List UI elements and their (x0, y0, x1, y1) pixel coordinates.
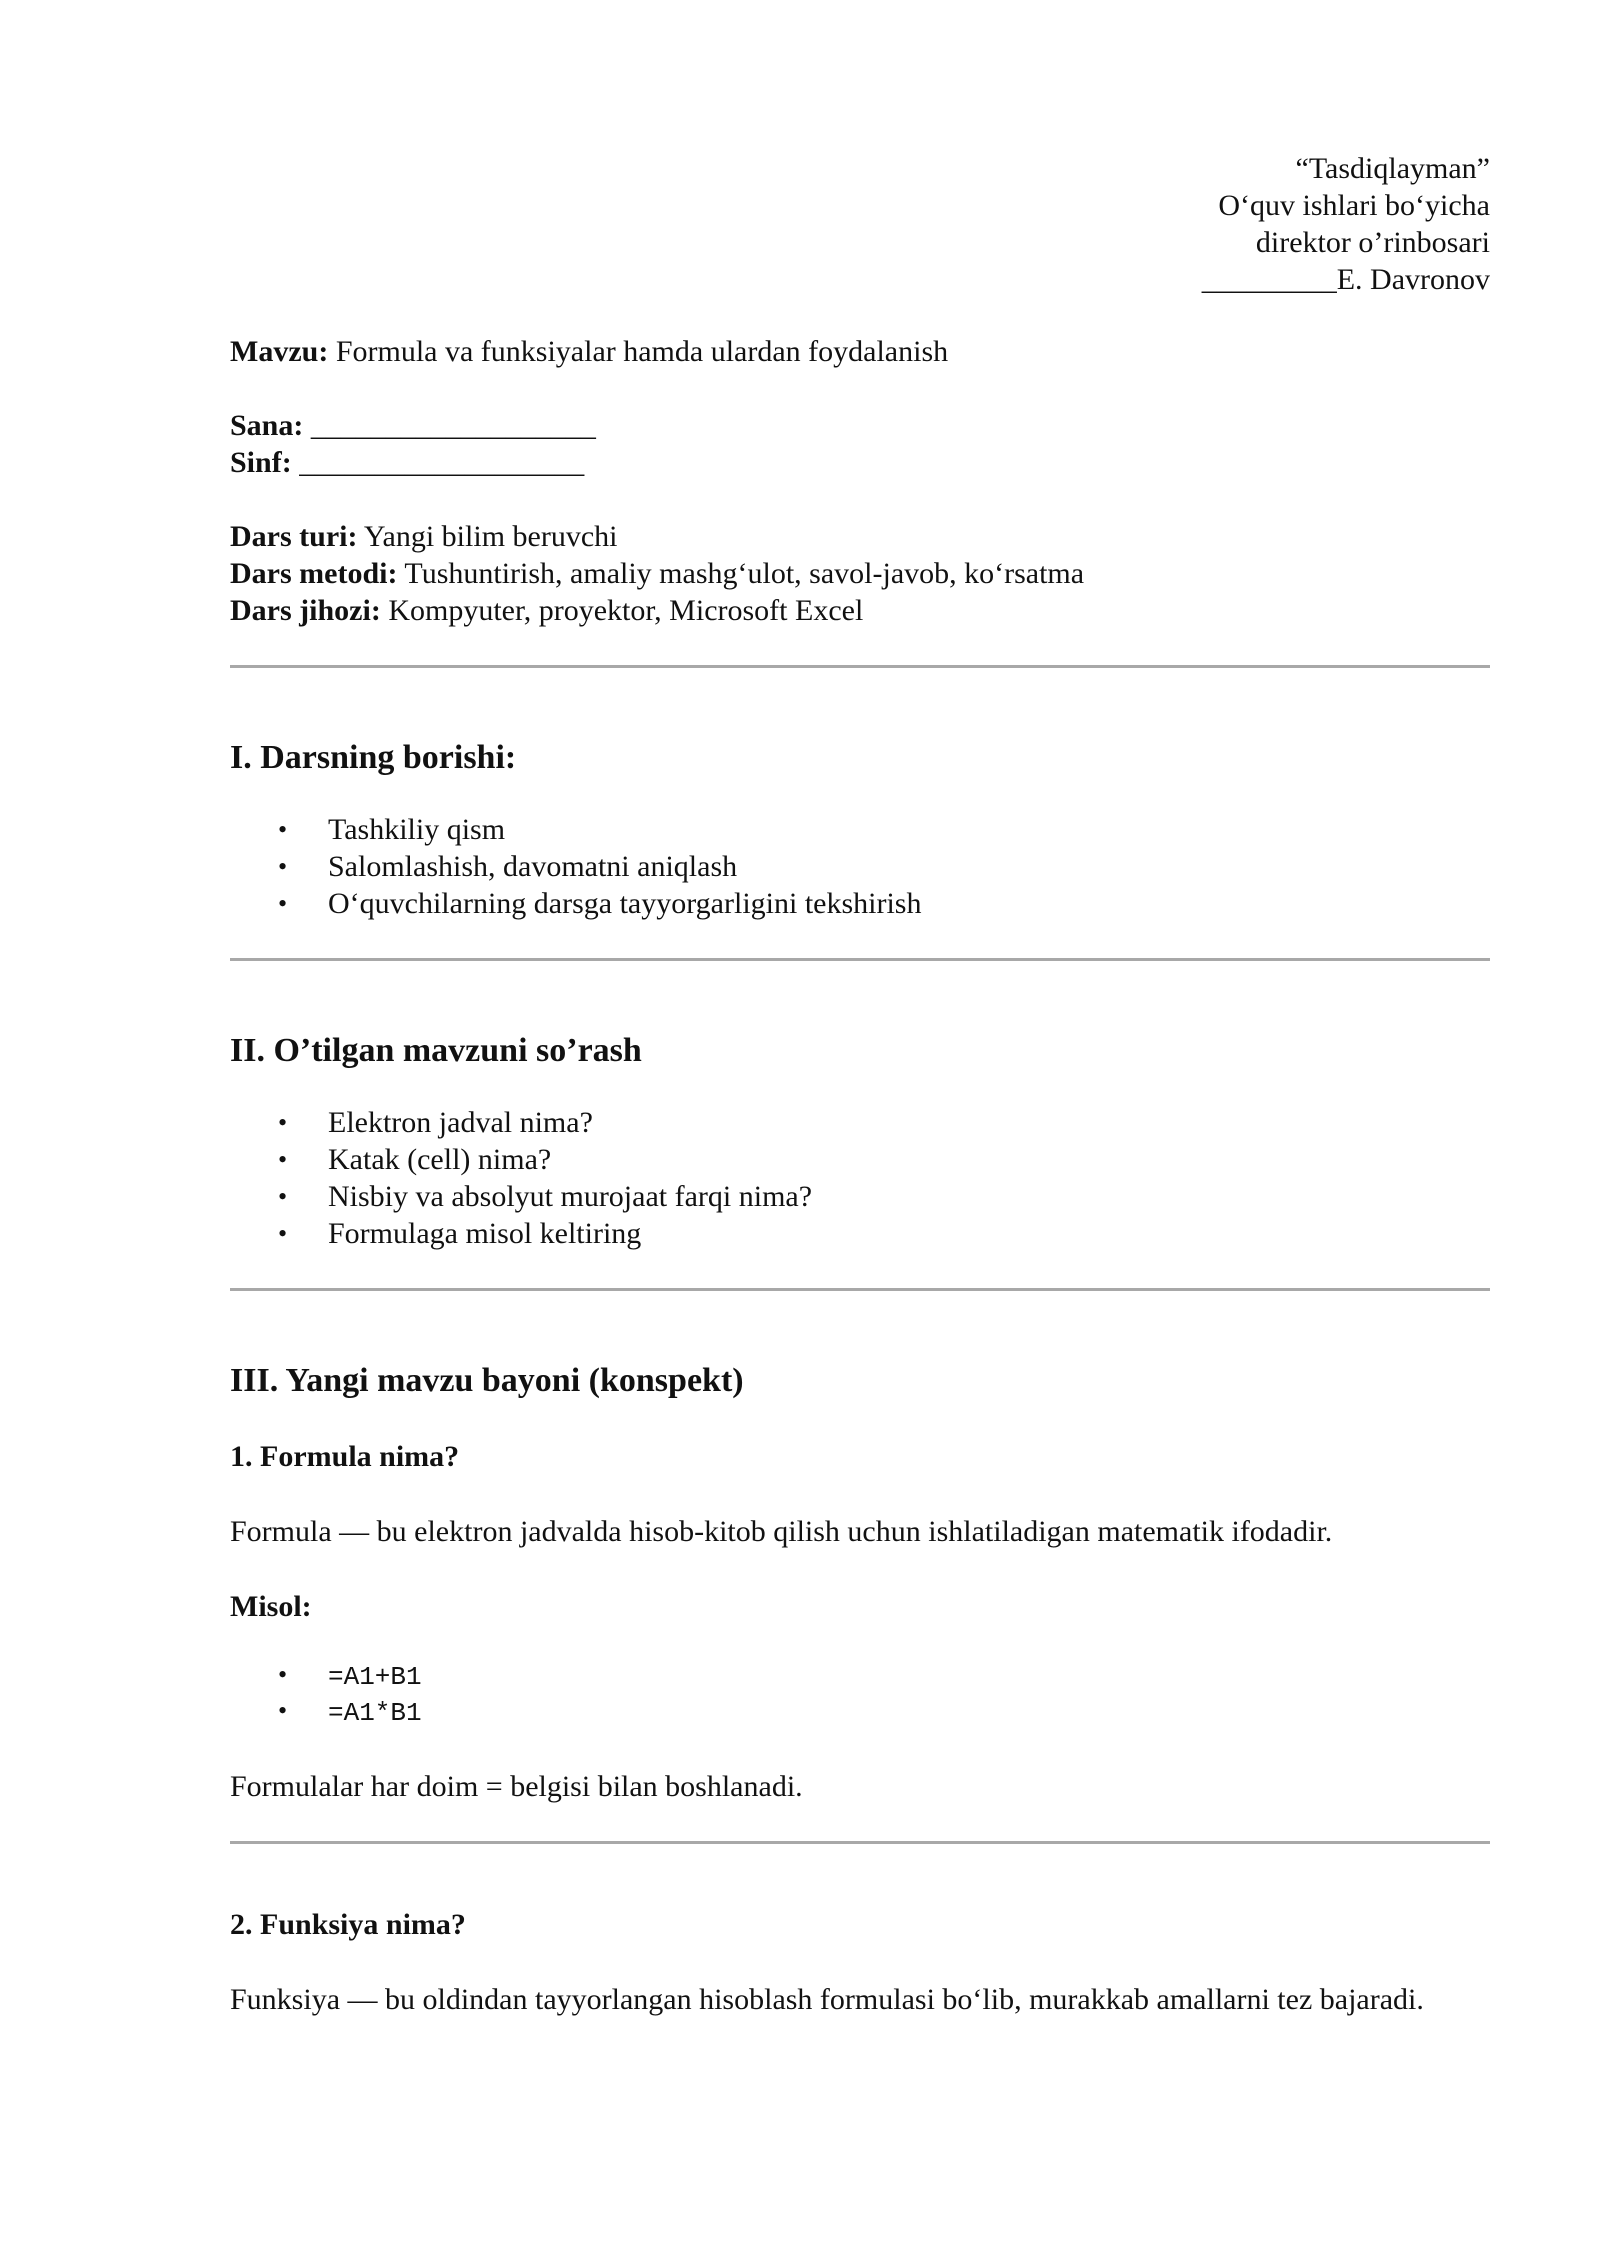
bullet-icon: • (278, 1182, 288, 1211)
example-label-line (230, 1588, 1490, 1625)
divider-4 (230, 1841, 1490, 1844)
formula-example: =A1+B1 (328, 1662, 422, 1692)
list-item (230, 1694, 1490, 1730)
topic-label: Mavzu: (230, 335, 329, 368)
formula-definition: Formula — bu elektron jadvalda hisob-kitob qilish uchun ishlatiladigan matematik ifodadir. (230, 1515, 1333, 1548)
bullet-icon: • (278, 1108, 288, 1137)
class-field (230, 444, 1490, 481)
lesson-method-label: Dars metodi: (230, 557, 398, 590)
date-field (230, 407, 1490, 444)
list-item-text: Nisbiy va absolyut murojaat farqi nima? (328, 1180, 813, 1213)
divider-3 (230, 1288, 1490, 1291)
bullet-icon: • (278, 1696, 288, 1725)
bullet-icon: • (278, 889, 288, 918)
lesson-method (230, 555, 1490, 592)
list-item (230, 848, 1490, 885)
approval-block (230, 150, 1490, 298)
list-item-text: Tashkiliy qism (328, 813, 506, 846)
section-1-heading: I. Darsning borishi: (230, 739, 517, 776)
list-item (230, 1104, 1490, 1141)
list-item (230, 811, 1490, 848)
lesson-method-value: Tushuntirish, amaliy mashg‘ulot, savol-javob, ko‘rsatma (397, 557, 1085, 590)
list-item (230, 1658, 1490, 1694)
class-label: Sinf: (230, 446, 292, 479)
list-item-text: Salomlashish, davomatni aniqlash (328, 850, 738, 883)
list-item-text: O‘quvchilarning darsga tayyorgarligini tekshirish (328, 887, 922, 920)
list-item (230, 1178, 1490, 1215)
class-blank: ___________________ (291, 446, 585, 479)
divider-2 (230, 958, 1490, 961)
list-item-text: Elektron jadval nima? (328, 1106, 593, 1139)
lesson-type (230, 518, 1490, 555)
function-definition: Funksiya — bu oldindan tayyorlangan hisoblash formulasi bo‘lib, murakkab amallarni tez bajaradi. (230, 1983, 1424, 2016)
list-item-text: Formulaga misol keltiring (328, 1217, 642, 1250)
date-label: Sana: (230, 409, 304, 442)
example-label: Misol: (230, 1590, 312, 1623)
approval-line-3: direktor o’rinbosari (1255, 226, 1490, 259)
lesson-type-value: Yangi bilim beruvchi (357, 520, 618, 553)
approval-signature-line: _________E. Davronov (1201, 263, 1490, 296)
date-blank: ___________________ (303, 409, 596, 442)
topic-line (230, 333, 1490, 370)
bullet-icon: • (278, 1219, 288, 1248)
lesson-type-label: Dars turi: (230, 520, 358, 553)
section-2-heading: II. O’tilgan mavzuni so’rash (230, 1032, 642, 1069)
formula-examples-list (230, 1658, 1490, 1730)
formula-example: =A1*B1 (328, 1698, 422, 1728)
bullet-icon: • (278, 852, 288, 881)
lesson-equipment-value: Kompyuter, proyektor, Microsoft Excel (380, 594, 864, 627)
divider-1 (230, 665, 1490, 668)
list-item-text: Katak (cell) nima? (328, 1143, 552, 1176)
lesson-equipment-label: Dars jihozi: (230, 594, 381, 627)
subsection-function-heading: 2. Funksiya nima? (230, 1908, 466, 1941)
section-3-heading: III. Yangi mavzu bayoni (konspekt) (230, 1362, 744, 1399)
list-item (230, 885, 1490, 922)
lesson-info (230, 518, 1490, 629)
date-class-fields (230, 407, 1490, 481)
lesson-equipment (230, 592, 1490, 629)
bullet-icon: • (278, 1660, 288, 1689)
section-2-list (230, 1104, 1490, 1252)
approval-line-2: O‘quv ishlari bo‘yicha (1218, 189, 1490, 222)
bullet-icon: • (278, 1145, 288, 1174)
bullet-icon: • (278, 815, 288, 844)
section-1-list (230, 811, 1490, 922)
topic-value: Formula va funksiyalar hamda ulardan foydalanish (328, 335, 949, 368)
subsection-formula-heading: 1. Formula nima? (230, 1440, 460, 1473)
list-item (230, 1215, 1490, 1252)
document-page (230, 150, 1490, 2018)
approval-line-1: “Tasdiqlayman” (1295, 152, 1490, 185)
list-item (230, 1141, 1490, 1178)
formula-note: Formulalar har doim = belgisi bilan boshlanadi. (230, 1770, 803, 1803)
